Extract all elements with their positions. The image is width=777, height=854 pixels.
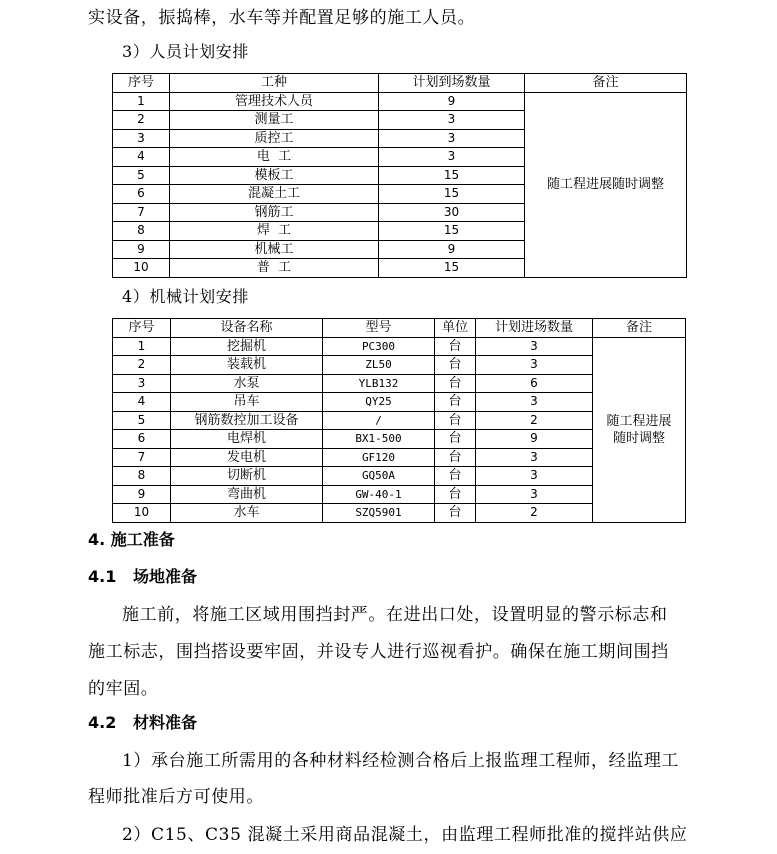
cell-unit: 台 <box>435 448 476 467</box>
cell-no: 4 <box>113 393 171 412</box>
cell-qty: 3 <box>379 148 525 167</box>
cell-trade: 质控工 <box>170 129 379 148</box>
col-header-trade: 工种 <box>170 74 379 93</box>
cell-unit: 台 <box>435 356 476 375</box>
site-prep-paragraph-line: 的牢固。 <box>88 679 159 699</box>
section-4-title: 4. 施工准备 <box>88 530 175 549</box>
cell-equipment-name: 钢筋数控加工设备 <box>171 411 323 430</box>
cell-qty: 3 <box>476 337 593 356</box>
col-header-equipment-name: 设备名称 <box>171 319 323 338</box>
col-header-remark: 备注 <box>593 319 686 338</box>
cell-trade: 焊 工 <box>170 222 379 241</box>
cell-no: 8 <box>113 222 170 241</box>
cell-qty: 3 <box>476 448 593 467</box>
cell-unit: 台 <box>435 374 476 393</box>
cell-equipment-name: 挖掘机 <box>171 337 323 356</box>
cell-trade: 管理技术人员 <box>170 92 379 111</box>
cell-no: 7 <box>113 448 171 467</box>
cell-equipment-name: 水车 <box>171 504 323 523</box>
col-header-no: 序号 <box>113 319 171 338</box>
cell-qty: 3 <box>379 129 525 148</box>
col-header-planned-qty: 计划进场数量 <box>476 319 593 338</box>
material-prep-paragraph-line: 2）C15、C35 混凝土采用商品混凝土，由监理工程师批准的搅拌站供应 <box>122 825 688 845</box>
cell-qty: 2 <box>476 411 593 430</box>
cell-no: 5 <box>113 411 171 430</box>
cell-model: / <box>323 411 435 430</box>
cell-no: 9 <box>113 240 170 259</box>
cell-unit: 台 <box>435 430 476 449</box>
cell-qty: 9 <box>379 92 525 111</box>
cell-trade: 测量工 <box>170 111 379 130</box>
intro-paragraph-line: 实设备，振捣棒，水车等并配置足够的施工人员。 <box>88 8 476 28</box>
cell-trade: 电 工 <box>170 148 379 167</box>
cell-trade: 混凝土工 <box>170 185 379 204</box>
section-4-1-title: 4.1 场地准备 <box>88 567 198 586</box>
cell-no: 1 <box>113 92 170 111</box>
cell-qty: 15 <box>379 222 525 241</box>
cell-no: 6 <box>113 430 171 449</box>
site-prep-paragraph-line: 施工前，将施工区域用围挡封严。在进出口处，设置明显的警示标志和 <box>122 605 668 625</box>
personnel-plan-table <box>112 73 687 278</box>
cell-qty: 3 <box>476 485 593 504</box>
cell-equipment-name: 切断机 <box>171 467 323 486</box>
table-header-row <box>113 319 686 338</box>
col-header-remark: 备注 <box>525 74 687 93</box>
cell-qty: 2 <box>476 504 593 523</box>
cell-unit: 台 <box>435 485 476 504</box>
cell-no: 10 <box>113 259 170 278</box>
material-prep-paragraph-line: 1）承台施工所需用的各种材料经检测合格后上报监理工程师，经监理工 <box>122 751 680 771</box>
cell-trade: 机械工 <box>170 240 379 259</box>
cell-model: QY25 <box>323 393 435 412</box>
section-4-2-title: 4.2 材料准备 <box>88 713 198 732</box>
cell-trade: 模板工 <box>170 166 379 185</box>
material-prep-paragraph-line: 程师批准后方可使用。 <box>88 787 264 807</box>
cell-model: PC300 <box>323 337 435 356</box>
cell-qty: 15 <box>379 166 525 185</box>
cell-no: 2 <box>113 111 170 130</box>
cell-unit: 台 <box>435 467 476 486</box>
table-row <box>113 92 687 111</box>
machinery-plan-table <box>112 318 686 523</box>
cell-model: GW-40-1 <box>323 485 435 504</box>
cell-trade: 普 工 <box>170 259 379 278</box>
cell-equipment-name: 吊车 <box>171 393 323 412</box>
cell-qty: 6 <box>476 374 593 393</box>
cell-unit: 台 <box>435 504 476 523</box>
cell-no: 3 <box>113 374 171 393</box>
cell-equipment-name: 电焊机 <box>171 430 323 449</box>
machinery-plan-heading: 4）机械计划安排 <box>122 287 249 306</box>
col-header-no: 序号 <box>113 74 170 93</box>
col-header-planned-qty: 计划到场数量 <box>379 74 525 93</box>
cell-equipment-name: 发电机 <box>171 448 323 467</box>
cell-no: 2 <box>113 356 171 375</box>
personnel-plan-heading: 3）人员计划安排 <box>122 42 249 61</box>
cell-no: 6 <box>113 185 170 204</box>
cell-no: 7 <box>113 203 170 222</box>
cell-model: GF120 <box>323 448 435 467</box>
cell-qty: 9 <box>379 240 525 259</box>
cell-unit: 台 <box>435 337 476 356</box>
col-header-unit: 单位 <box>435 319 476 338</box>
cell-remark: 随工程进展随时调整 <box>525 92 687 277</box>
cell-no: 3 <box>113 129 170 148</box>
remark-line: 随工程进展 <box>606 413 672 429</box>
col-header-model: 型号 <box>323 319 435 338</box>
cell-trade: 钢筋工 <box>170 203 379 222</box>
cell-model: ZL50 <box>323 356 435 375</box>
cell-qty: 15 <box>379 259 525 278</box>
table-row <box>113 337 686 356</box>
cell-qty: 15 <box>379 185 525 204</box>
cell-equipment-name: 弯曲机 <box>171 485 323 504</box>
remark-line: 随时调整 <box>612 430 665 446</box>
cell-qty: 3 <box>476 393 593 412</box>
cell-no: 5 <box>113 166 170 185</box>
cell-model: SZQ5901 <box>323 504 435 523</box>
cell-qty: 3 <box>476 467 593 486</box>
cell-no: 8 <box>113 467 171 486</box>
cell-model: BX1-500 <box>323 430 435 449</box>
cell-equipment-name: 水泵 <box>171 374 323 393</box>
table-header-row <box>113 74 687 93</box>
cell-qty: 3 <box>379 111 525 130</box>
cell-no: 10 <box>113 504 171 523</box>
cell-qty: 3 <box>476 356 593 375</box>
cell-qty: 9 <box>476 430 593 449</box>
cell-model: YLB132 <box>323 374 435 393</box>
cell-unit: 台 <box>435 393 476 412</box>
site-prep-paragraph-line: 施工标志，围挡搭设要牢固，并设专人进行巡视看护。确保在施工期间围挡 <box>88 642 669 662</box>
cell-no: 1 <box>113 337 171 356</box>
cell-remark <box>593 337 686 522</box>
cell-equipment-name: 装载机 <box>171 356 323 375</box>
cell-qty: 30 <box>379 203 525 222</box>
cell-no: 9 <box>113 485 171 504</box>
cell-no: 4 <box>113 148 170 167</box>
cell-model: GQ50A <box>323 467 435 486</box>
cell-unit: 台 <box>435 411 476 430</box>
